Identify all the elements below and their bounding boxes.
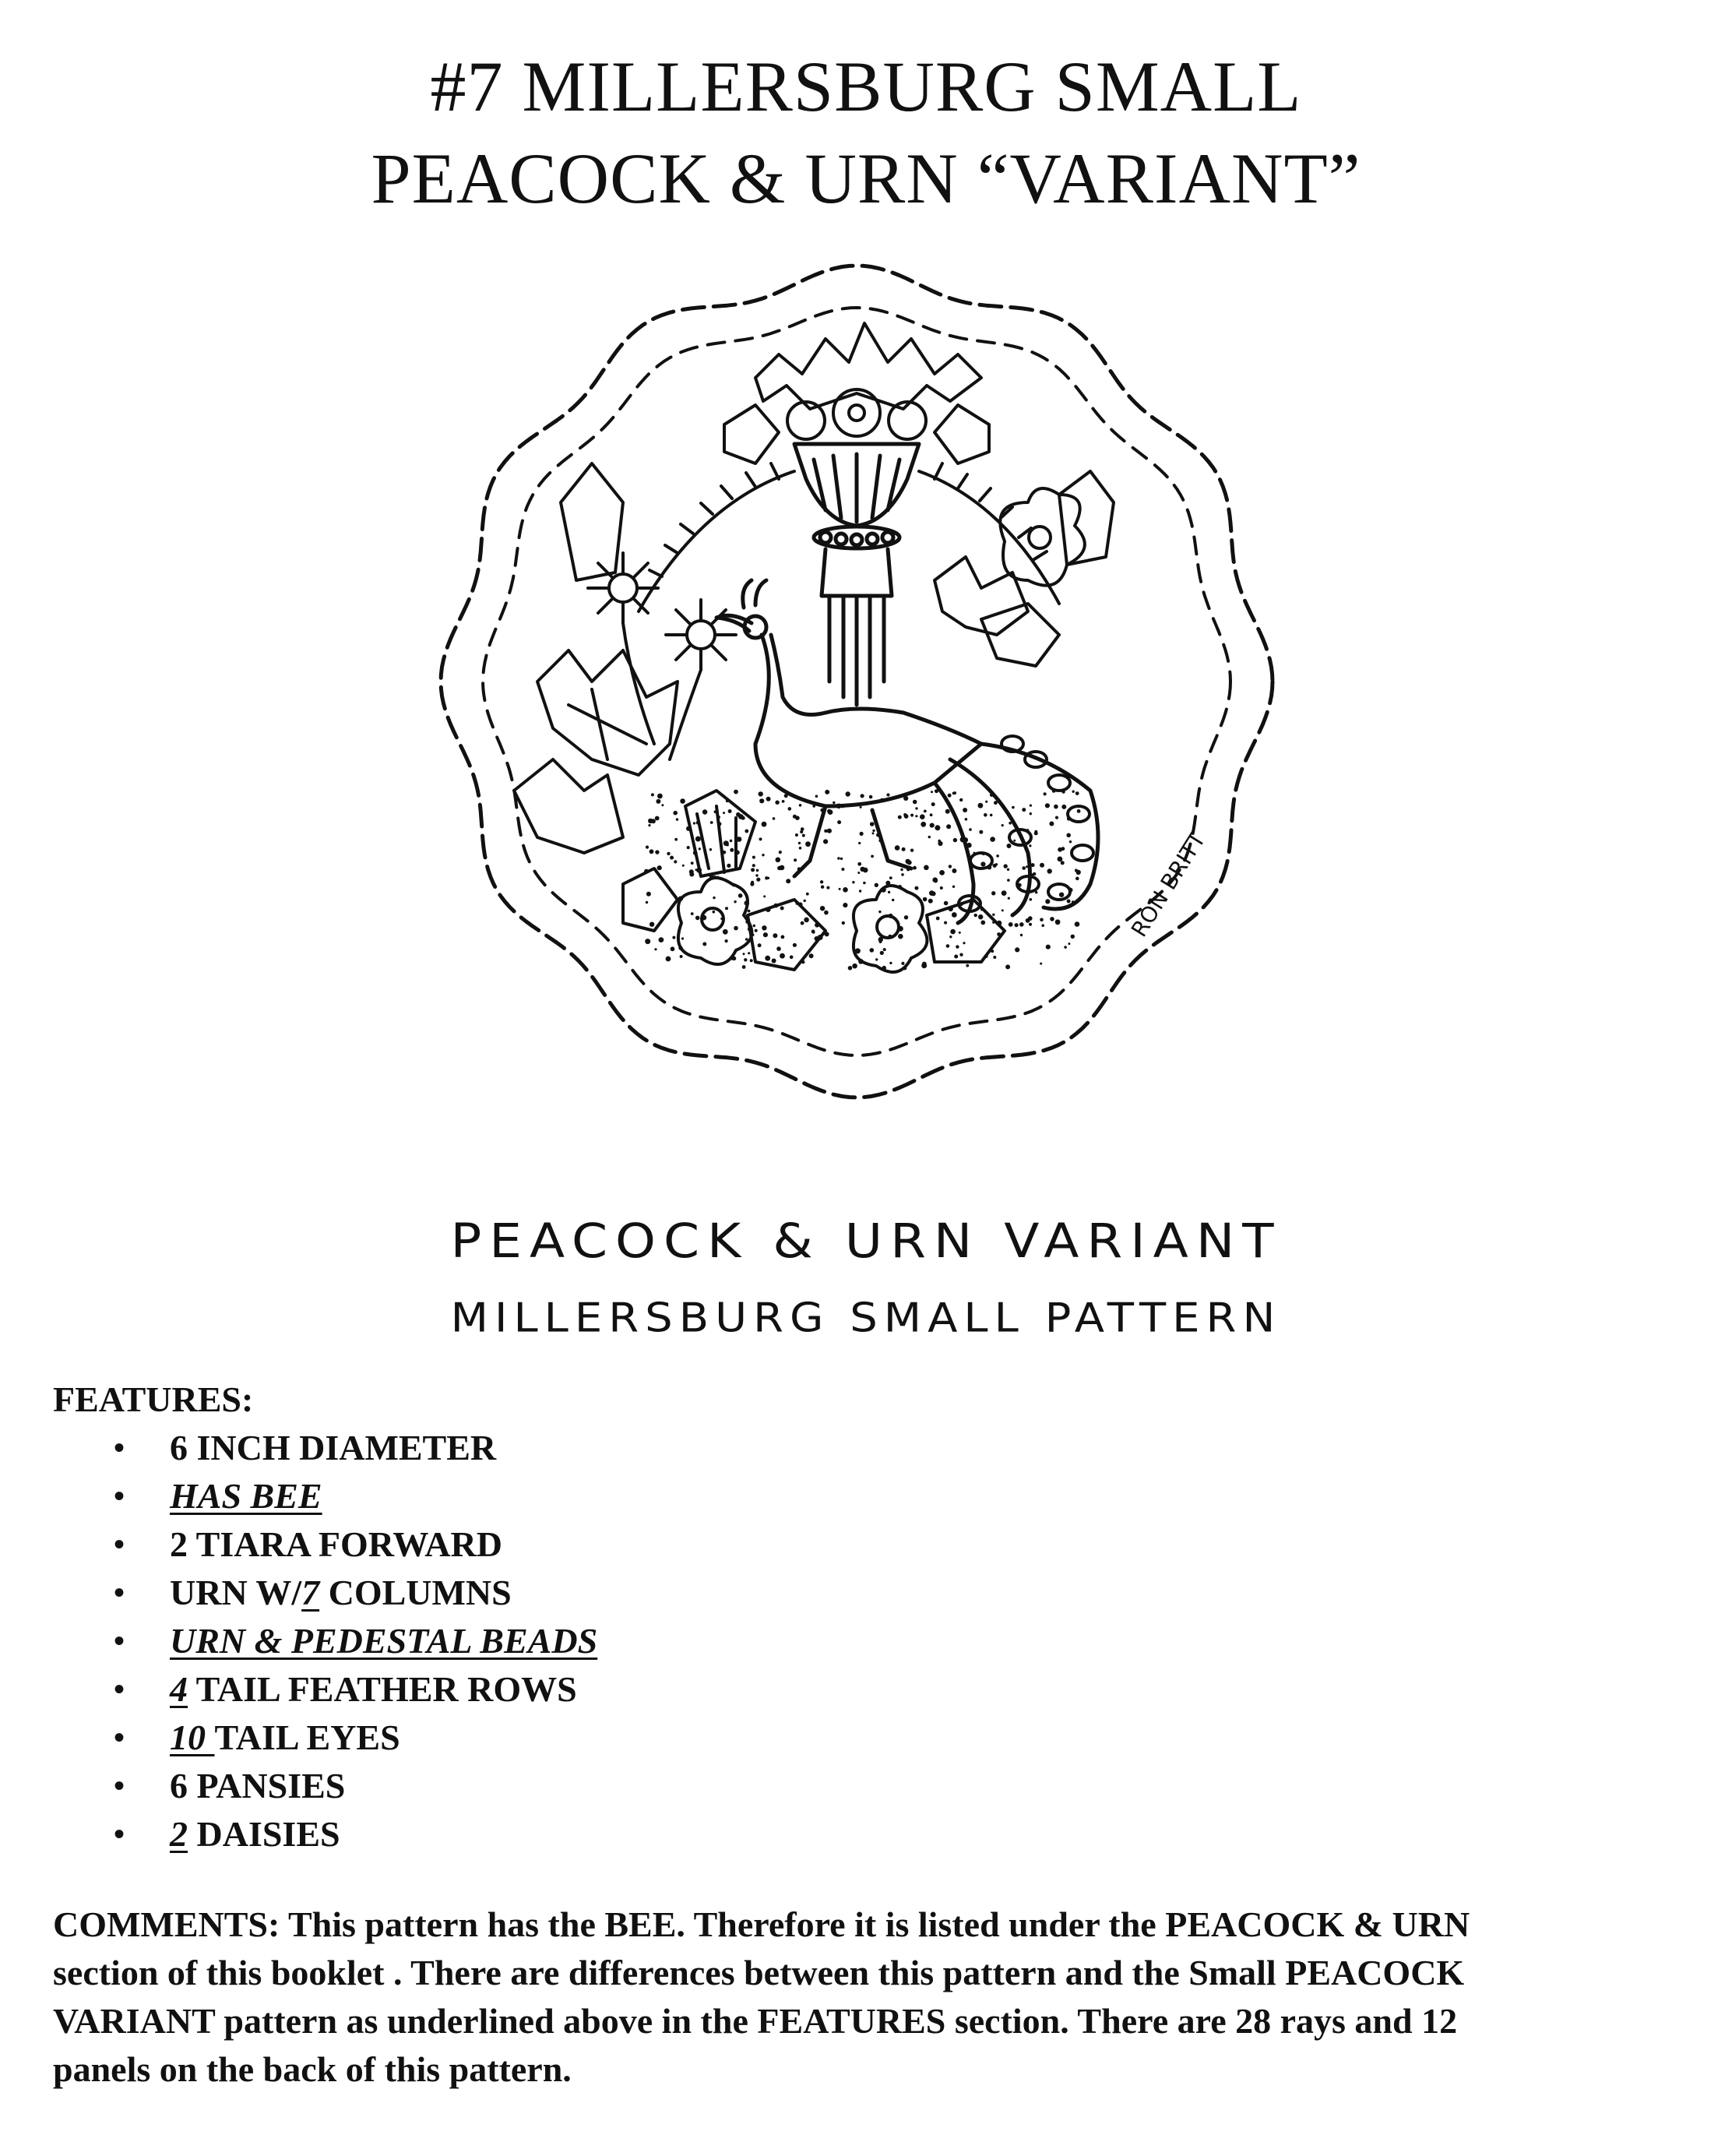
feature-item <box>101 1762 597 1810</box>
bullet-icon: • <box>114 1672 125 1707</box>
bullet-icon: • <box>114 1768 125 1803</box>
feature-item <box>101 1617 597 1665</box>
feature-text: 6 INCH DIAMETER <box>170 1428 497 1467</box>
features-list <box>101 1424 597 1858</box>
feature-item <box>101 1569 597 1617</box>
comments-line-3: VARIANT pattern as underlined above in the FEATURES section. There are 28 rays and 12 <box>53 2001 1458 2041</box>
comments-line-4: panels on the back of this pattern. <box>53 2049 572 2089</box>
tail-eye-icon <box>959 736 1093 911</box>
bullet-icon: • <box>114 1623 125 1658</box>
peacock-urn-plate-drawing <box>389 245 1324 1180</box>
leaf-icon <box>514 463 1114 853</box>
title-line-2: PEACOCK & URN “VARIANT” <box>371 139 1361 218</box>
feature-text: DAISIES <box>188 1814 340 1854</box>
fern-frond-icon <box>639 463 1059 611</box>
features-heading: FEATURES: <box>53 1379 254 1419</box>
bullet-icon: • <box>114 1816 125 1851</box>
bullet-icon: • <box>114 1527 125 1562</box>
feature-item <box>101 1665 597 1714</box>
comments-line-1: COMMENTS: This pattern has the BEE. Therefore it is listed under the PEACOCK & URN <box>53 1904 1470 1944</box>
feature-text: TAIL EYES <box>214 1717 400 1757</box>
bullet-icon: • <box>114 1575 125 1610</box>
title-line-1: #7 MILLERSBURG SMALL <box>430 47 1302 126</box>
feature-item <box>101 1472 597 1520</box>
stipple-texture <box>644 789 1081 970</box>
artist-signature: RON BRITT <box>1125 827 1211 942</box>
feature-underlined-text: HAS BEE <box>170 1476 322 1516</box>
page-title <box>0 41 1732 224</box>
caption-line-2: MILLERSBURG SMALL PATTERN <box>450 1295 1282 1342</box>
comments-paragraph <box>53 1901 1688 2094</box>
feature-underlined-text: 2 <box>170 1814 188 1854</box>
feature-text: TAIL FEATHER ROWS <box>188 1669 577 1709</box>
feature-text: URN W/ <box>170 1573 302 1612</box>
feature-item <box>101 1810 597 1858</box>
daisy-icon <box>588 553 736 759</box>
urn-icon <box>794 444 919 705</box>
caption-line-1: PEACOCK & URN VARIANT <box>450 1214 1282 1269</box>
feature-text: COLUMNS <box>319 1573 512 1612</box>
feature-underlined-text: 7 <box>301 1573 320 1612</box>
feature-text: 6 PANSIES <box>170 1766 346 1805</box>
stump-icon <box>685 791 755 876</box>
feature-underlined-text: URN & PEDESTAL BEADS <box>170 1621 598 1661</box>
feature-underlined-text: 4 <box>170 1669 188 1709</box>
feature-item <box>101 1424 597 1472</box>
comments-line-2: section of this booklet . There are differences between this pattern and the Small PEACOCK <box>53 1953 1465 1992</box>
bullet-icon: • <box>114 1478 125 1513</box>
feature-item <box>101 1714 597 1762</box>
feature-underlined-text: 10 <box>170 1717 215 1757</box>
bullet-icon: • <box>114 1720 125 1755</box>
bullet-icon: • <box>114 1430 125 1465</box>
feature-text: 2 TIARA FORWARD <box>170 1524 502 1564</box>
feature-item <box>101 1520 597 1569</box>
